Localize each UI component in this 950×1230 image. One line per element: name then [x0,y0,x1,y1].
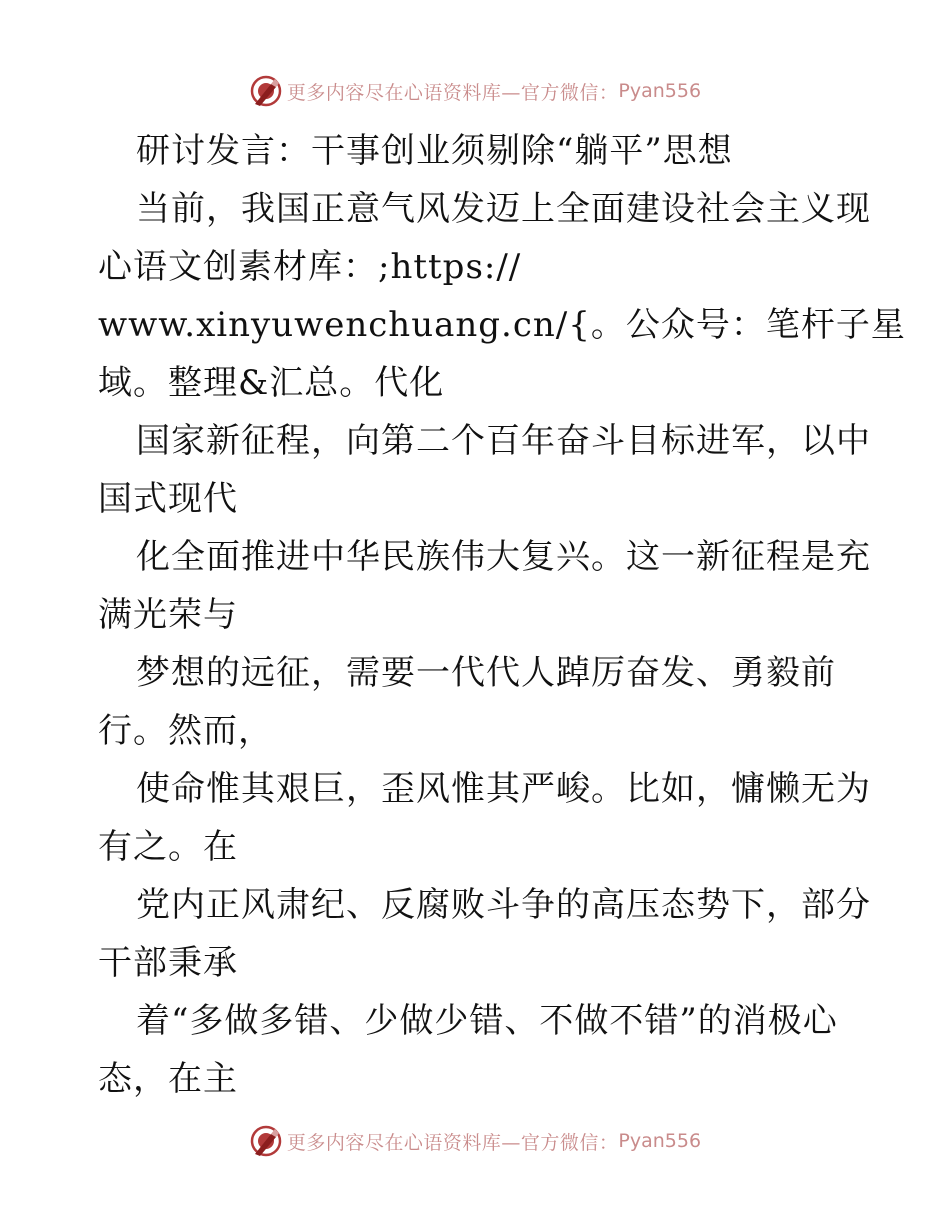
header-watermark-banner [0,71,950,111]
text-line: 干部秉承 [98,943,238,983]
text-line: 有之。在 [98,827,238,867]
text-line: 国式现代 [98,479,238,519]
text-line: 化全面推进中华民族伟大复兴。这一新征程是充 [136,537,871,577]
text-line: 行。然而， [98,711,273,751]
footer-banner-text: 更多内容尽在心语资料库—官方微信： [286,1131,619,1154]
text-line: 着“多做多错、少做少错、不做不错”的消极心 [136,1001,838,1041]
text-line: 当前，我国正意气风发迈上全面建设社会主义现 [136,189,871,229]
text-line: www.xinyuwenchuang.cn/{。公众号：笔杆子星 [98,305,906,345]
header-banner-text: 更多内容尽在心语资料库—官方微信： [286,81,619,104]
text-line: 国家新征程，向第二个百年奋斗目标进军，以中 [136,421,871,461]
text-line: 心语文创素材库：;https:// [98,247,522,287]
pen-logo-icon [249,74,283,108]
pen-logo-icon [249,1124,283,1158]
text-line: 梦想的远征，需要一代代人踔厉奋发、勇毅前 [136,653,836,693]
footer-watermark-banner [0,1121,950,1161]
footer-banner-wechat-id: Pyan556 [618,1130,702,1152]
text-line: 域。整理&汇总。代化 [98,363,445,403]
text-line: 满光荣与 [98,595,238,635]
text-line: 态，在主 [98,1059,238,1099]
text-line: 党内正风肃纪、反腐败斗争的高压态势下，部分 [136,885,871,925]
text-line: 使命惟其艰巨，歪风惟其严峻。比如，慵懒无为 [136,769,871,809]
header-banner-wechat-id: Pyan556 [618,80,702,102]
document-title: 研讨发言：干事创业须剔除“躺平”思想 [136,131,733,171]
document-body [98,122,906,1108]
